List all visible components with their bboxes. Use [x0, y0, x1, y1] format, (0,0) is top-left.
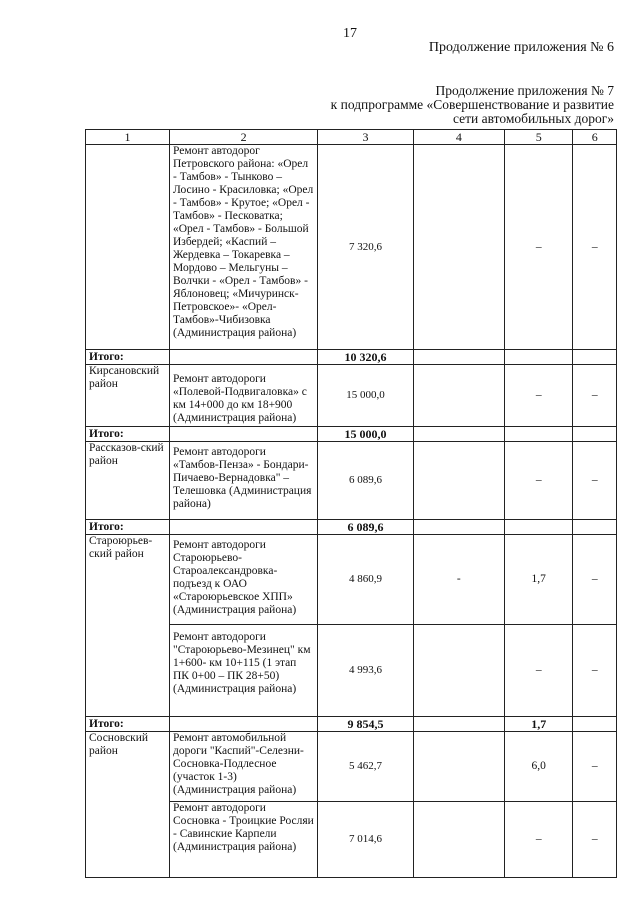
amount-cell: 4 993,6	[318, 625, 413, 717]
work-description: Ремонт автодороги «Тамбов-Пенза» - Бондари-Пичаево-Вернадовка" – Телешовка (Администрация района)	[170, 442, 318, 520]
col6-cell: –	[573, 442, 617, 520]
total-col5	[504, 520, 572, 535]
table-row-rasskazovo	[86, 442, 617, 520]
work-description: Ремонт автодороги «Полевой-Подвигаловка» с км 14+000 до км 18+900 (Администрация района)	[170, 365, 318, 427]
header-col-5: 5	[504, 130, 572, 145]
table-row-petrovsky	[86, 145, 617, 350]
col4-cell	[413, 625, 504, 717]
appendix-7-heading	[331, 84, 614, 126]
appendix-6-continuation: Продолжение приложения № 6	[428, 40, 614, 55]
total-empty	[170, 427, 318, 442]
program-table	[85, 129, 617, 878]
col6-cell: –	[573, 535, 617, 625]
total-col4	[413, 427, 504, 442]
total-col4	[413, 350, 504, 365]
total-col5: 1,7	[504, 717, 572, 732]
total-col6	[573, 717, 617, 732]
total-label: Итого:	[86, 350, 170, 365]
work-description: Ремонт автодорог Петровского района: «Орел - Тамбов» - Тынково – Лосино - Красиловка; «Орел - Тамбов» - Крутое; «Орел - Тамбов» - Песковатка; «Орел - Тамбов» - Большой Избердей; «Каспий – Жердевка – Токаревка – Мордово – Мельгуны – Волчки - «Орел - Тамбов» - Яблоновец; «Мичуринск-Петровское»- «Орел-Тамбов»-Чибизовка (Администрация района)	[170, 145, 318, 350]
col6-cell: –	[573, 365, 617, 427]
header-col-2: 2	[170, 130, 318, 145]
total-col6	[573, 350, 617, 365]
col4-cell	[413, 365, 504, 427]
col5-cell: –	[504, 145, 572, 350]
col5-cell: –	[504, 365, 572, 427]
total-label: Итого:	[86, 427, 170, 442]
col6-cell: –	[573, 732, 617, 802]
work-description: Ремонт автодороги Староюрьево-Староалександровка-подъезд к ОАО «Староюрьевское ХПП» (Администрация района)	[170, 535, 318, 625]
total-amount: 6 089,6	[318, 520, 413, 535]
header-col-6: 6	[573, 130, 617, 145]
col4-cell	[413, 442, 504, 520]
col5-cell: 1,7	[504, 535, 572, 625]
amount-cell: 5 462,7	[318, 732, 413, 802]
region-name: Кирсановский район	[86, 365, 170, 427]
col4-cell	[413, 145, 504, 350]
col5-cell: 6,0	[504, 732, 572, 802]
header-col-1: 1	[86, 130, 170, 145]
appendix-7-line2: к подпрограмме «Совершенствование и развитие	[330, 97, 614, 112]
total-row-4	[86, 717, 617, 732]
col5-cell: –	[504, 442, 572, 520]
col4-cell	[413, 732, 504, 802]
region-cell-empty	[86, 145, 170, 350]
col5-cell: –	[504, 802, 572, 878]
total-row-2	[86, 427, 617, 442]
total-label: Итого:	[86, 717, 170, 732]
table-header-row	[86, 130, 617, 145]
appendix-7-line3: сети автомобильных дорог»	[453, 111, 614, 126]
col6-cell: –	[573, 802, 617, 878]
total-amount: 15 000,0	[318, 427, 413, 442]
total-empty	[170, 717, 318, 732]
total-col6	[573, 520, 617, 535]
total-empty	[170, 350, 318, 365]
table-row-kirsanov	[86, 365, 617, 427]
appendix-7-line1: Продолжение приложения № 7	[435, 83, 614, 98]
col6-cell: –	[573, 625, 617, 717]
work-description: Ремонт автомобильной дороги "Каспий"-Селезни-Сосновка-Подлесное (участок 1-3) (Администрация района)	[170, 732, 318, 802]
col4-cell	[413, 802, 504, 878]
region-name: Староюрьев-ский район	[86, 535, 170, 717]
header-col-4: 4	[413, 130, 504, 145]
amount-cell: 4 860,9	[318, 535, 413, 625]
work-description: Ремонт автодороги "Староюрьево-Мезинец" км 1+600- км 10+115 (1 этап ПК 0+00 – ПК 28+50) (Администрация района)	[170, 625, 318, 717]
total-col5	[504, 427, 572, 442]
table-row-staroyuryevo-1	[86, 535, 617, 625]
amount-cell: 6 089,6	[318, 442, 413, 520]
total-empty	[170, 520, 318, 535]
col5-cell: –	[504, 625, 572, 717]
region-name: Рассказов-ский район	[86, 442, 170, 520]
total-col5	[504, 350, 572, 365]
amount-cell: 15 000,0	[318, 365, 413, 427]
table-row-sosnovka-1	[86, 732, 617, 802]
total-label: Итого:	[86, 520, 170, 535]
total-col4	[413, 520, 504, 535]
header-col-3: 3	[318, 130, 413, 145]
amount-cell: 7 320,6	[318, 145, 413, 350]
region-name: Сосновский район	[86, 732, 170, 878]
col6-cell: –	[573, 145, 617, 350]
total-col6	[573, 427, 617, 442]
total-amount: 10 320,6	[318, 350, 413, 365]
total-col4	[413, 717, 504, 732]
total-amount: 9 854,5	[318, 717, 413, 732]
total-row-3	[86, 520, 617, 535]
col4-cell: -	[413, 535, 504, 625]
total-row-1	[86, 350, 617, 365]
page-number: 17	[343, 26, 357, 41]
work-description: Ремонт автодороги Сосновка - Троицкие Росляи - Савинские Карпели (Администрация района)	[170, 802, 318, 878]
amount-cell: 7 014,6	[318, 802, 413, 878]
